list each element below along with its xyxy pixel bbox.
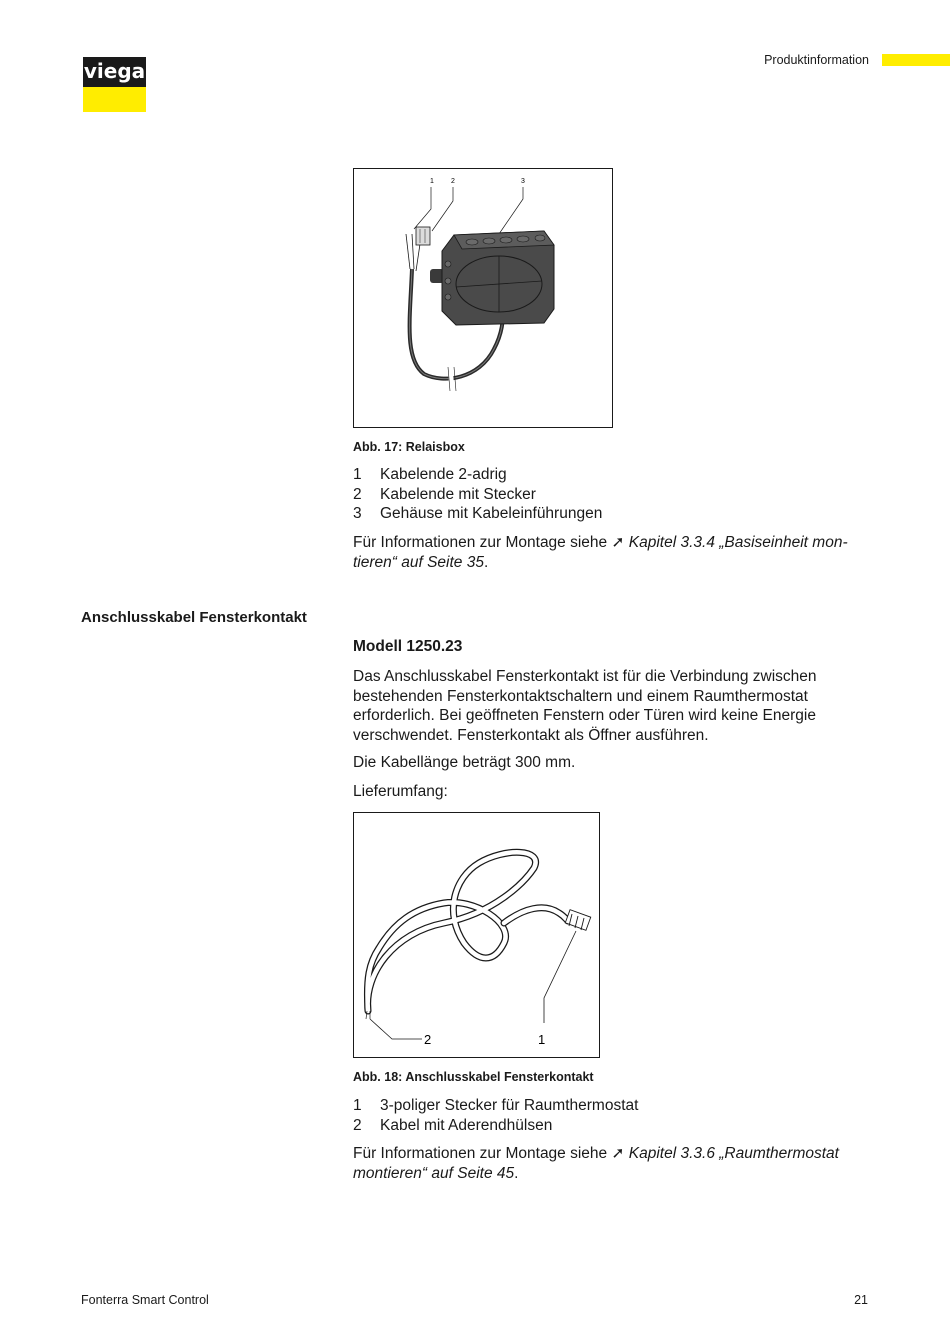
cable-illustration bbox=[354, 813, 599, 1057]
list-item: 2 Kabelende mit Stecker bbox=[353, 485, 536, 503]
callout-2: 2 bbox=[424, 1032, 432, 1047]
section-description: Das Anschlusskabel Fensterkontakt ist für die Verbindung zwischen bestehenden Fensterkontaktschaltern und einem Raumthermostat erforderlich. Bei geöffneten Fenstern oder Türen wird keine Energie verschwendet. Fensterkontakt als Öffner ausführen. bbox=[353, 668, 817, 744]
figure-18-info: Für Informationen zur Montage siehe ➚ Kapitel 3.3.6 „Raumthermostat montieren“ auf Seite 45. bbox=[353, 1145, 839, 1182]
figure-18-legend bbox=[353, 1096, 638, 1135]
section-title: Anschlusskabel Fensterkontakt bbox=[81, 609, 307, 626]
arrow-link-icon: ➚ bbox=[611, 534, 629, 551]
callout-1: 1 bbox=[538, 1032, 546, 1047]
footer-page-number: 21 bbox=[854, 1293, 868, 1307]
cable-length-text: Die Kabellänge beträgt 300 mm. bbox=[353, 754, 576, 771]
header-section-label: Produktinformation bbox=[764, 53, 869, 67]
arrow-link-icon: ➚ bbox=[611, 1145, 629, 1162]
scope-label: Lieferumfang: bbox=[353, 783, 448, 800]
list-item: 1 Kabelende 2-adrig bbox=[353, 466, 507, 483]
figure-relaisbox bbox=[353, 168, 613, 428]
figure-17-legend bbox=[353, 465, 602, 524]
logo-text: viega bbox=[83, 59, 146, 83]
callout-3: 3 bbox=[521, 178, 525, 185]
chapter-link-raumthermostat[interactable]: Kapitel 3.3.6 „Raumthermostat montieren“ auf Seite 45 bbox=[353, 1145, 839, 1182]
figure-17-info: Für Informationen zur Montage siehe ➚ Kapitel 3.3.4 „Basiseinheit mon-tieren“ auf Seite 35. bbox=[353, 534, 848, 571]
chapter-link-basiseinheit[interactable]: Kapitel 3.3.4 „Basiseinheit mon-tieren“ auf Seite 35 bbox=[353, 534, 848, 571]
list-item: 1 3-poliger Stecker für Raumthermostat bbox=[353, 1097, 639, 1114]
list-item: 2 Kabel mit Aderendhülsen bbox=[353, 1116, 553, 1134]
relaisbox-illustration bbox=[354, 169, 612, 427]
figure-18-caption: Abb. 18: Anschlusskabel Fensterkontakt bbox=[353, 1070, 594, 1084]
header-accent-bar bbox=[882, 54, 950, 66]
list-item: 3 Gehäuse mit Kabeleinführungen bbox=[353, 505, 603, 522]
model-heading: Modell 1250.23 bbox=[353, 638, 463, 655]
callout-1: 1 bbox=[430, 178, 434, 185]
figure-17-caption: Abb. 17: Relaisbox bbox=[353, 440, 465, 454]
figure-anschlusskabel bbox=[353, 812, 600, 1058]
callout-2: 2 bbox=[451, 178, 455, 185]
viega-logo bbox=[83, 57, 146, 112]
footer-product-name: Fonterra Smart Control bbox=[81, 1293, 209, 1307]
